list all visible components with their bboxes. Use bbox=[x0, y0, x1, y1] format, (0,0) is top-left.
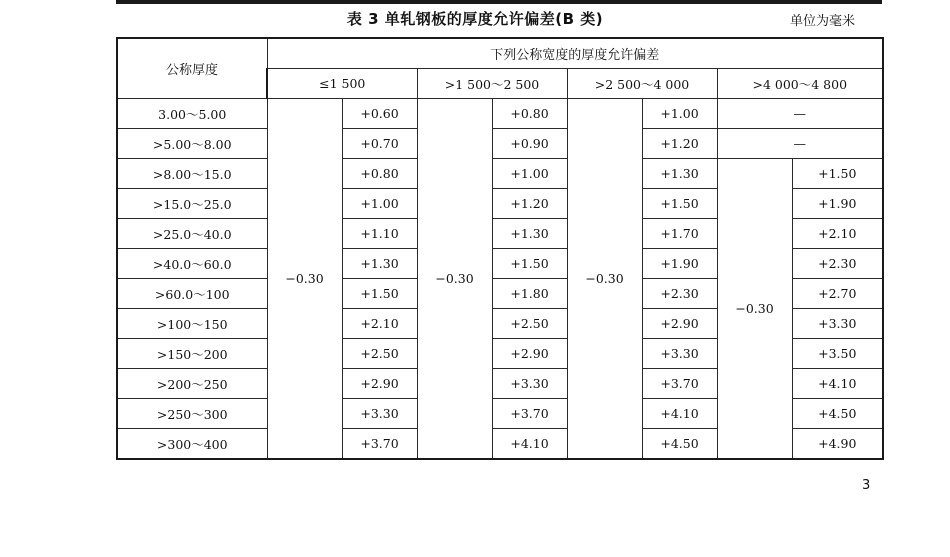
upper-deviation-cell: +4.50 bbox=[642, 429, 717, 460]
thickness-cell: >300～400 bbox=[117, 429, 267, 460]
upper-deviation-cell: +0.90 bbox=[492, 129, 567, 159]
thickness-cell: >15.0～25.0 bbox=[117, 189, 267, 219]
upper-deviation-cell: +1.50 bbox=[642, 189, 717, 219]
thickness-cell: >40.0～60.0 bbox=[117, 249, 267, 279]
upper-deviation-cell: +0.80 bbox=[342, 159, 417, 189]
upper-deviation-cell: +2.70 bbox=[792, 279, 883, 309]
upper-deviation-cell: +1.10 bbox=[342, 219, 417, 249]
thickness-cell: >25.0～40.0 bbox=[117, 219, 267, 249]
upper-deviation-cell: +1.30 bbox=[492, 219, 567, 249]
upper-deviation-cell: +1.50 bbox=[492, 249, 567, 279]
upper-deviation-cell: +2.50 bbox=[342, 339, 417, 369]
lower-deviation-cell: −0.30 bbox=[417, 99, 492, 460]
upper-deviation-cell: +1.50 bbox=[792, 159, 883, 189]
upper-deviation-cell: +4.50 bbox=[792, 399, 883, 429]
lower-deviation-cell: −0.30 bbox=[567, 99, 642, 460]
upper-deviation-cell: +2.90 bbox=[642, 309, 717, 339]
upper-deviation-cell: +1.20 bbox=[492, 189, 567, 219]
upper-deviation-cell: +3.50 bbox=[792, 339, 883, 369]
upper-deviation-cell: +3.70 bbox=[492, 399, 567, 429]
width-range-header: >4 000～4 800 bbox=[717, 69, 883, 99]
upper-deviation-cell: +0.70 bbox=[342, 129, 417, 159]
upper-deviation-cell: +0.60 bbox=[342, 99, 417, 129]
lower-deviation-cell: −0.30 bbox=[267, 99, 342, 460]
width-range-header: >2 500～4 000 bbox=[567, 69, 717, 99]
thickness-cell: >5.00～8.00 bbox=[117, 129, 267, 159]
upper-deviation-cell: +4.10 bbox=[492, 429, 567, 460]
upper-deviation-cell: +1.80 bbox=[492, 279, 567, 309]
thickness-tolerance-table bbox=[116, 37, 884, 460]
upper-deviation-cell: +2.10 bbox=[792, 219, 883, 249]
upper-deviation-cell: +1.90 bbox=[792, 189, 883, 219]
upper-deviation-cell: +4.10 bbox=[642, 399, 717, 429]
upper-deviation-cell: +1.50 bbox=[342, 279, 417, 309]
thickness-cell: >100～150 bbox=[117, 309, 267, 339]
upper-deviation-cell: +2.10 bbox=[342, 309, 417, 339]
upper-deviation-cell: +3.30 bbox=[642, 339, 717, 369]
upper-deviation-cell: +3.70 bbox=[642, 369, 717, 399]
upper-deviation-cell: +1.70 bbox=[642, 219, 717, 249]
lower-deviation-cell: −0.30 bbox=[717, 159, 792, 460]
table-row bbox=[117, 159, 883, 189]
nominal-thickness-header: 公称厚度 bbox=[117, 38, 267, 99]
upper-deviation-cell: +2.50 bbox=[492, 309, 567, 339]
width-range-header: ≤1 500 bbox=[267, 69, 417, 99]
unit-label: 单位为毫米 bbox=[790, 14, 856, 29]
width-tolerance-header: 下列公称宽度的厚度允许偏差 bbox=[267, 38, 883, 69]
table-title: 表 3 单轧钢板的厚度允许偏差(B 类) bbox=[346, 10, 604, 28]
upper-deviation-cell: +1.30 bbox=[642, 159, 717, 189]
upper-deviation-cell: +1.30 bbox=[342, 249, 417, 279]
thickness-cell: >200～250 bbox=[117, 369, 267, 399]
upper-deviation-cell: +1.90 bbox=[642, 249, 717, 279]
header-row-1 bbox=[117, 38, 883, 69]
upper-deviation-cell: +4.90 bbox=[792, 429, 883, 460]
upper-deviation-cell: +3.30 bbox=[492, 369, 567, 399]
top-rule bbox=[116, 0, 882, 4]
upper-deviation-cell: +2.30 bbox=[792, 249, 883, 279]
upper-deviation-cell: +1.00 bbox=[642, 99, 717, 129]
upper-deviation-cell: +2.90 bbox=[492, 339, 567, 369]
upper-deviation-cell: +1.00 bbox=[492, 159, 567, 189]
upper-deviation-cell: +3.30 bbox=[342, 399, 417, 429]
upper-deviation-cell: +4.10 bbox=[792, 369, 883, 399]
upper-deviation-cell: +1.00 bbox=[342, 189, 417, 219]
upper-deviation-cell: +0.80 bbox=[492, 99, 567, 129]
thickness-cell: >250～300 bbox=[117, 399, 267, 429]
table-row bbox=[117, 99, 883, 129]
upper-deviation-cell: +3.30 bbox=[792, 309, 883, 339]
upper-deviation-cell: +2.30 bbox=[642, 279, 717, 309]
thickness-cell: >60.0～100 bbox=[117, 279, 267, 309]
thickness-cell: >8.00～15.0 bbox=[117, 159, 267, 189]
dash-cell: — bbox=[717, 129, 883, 159]
thickness-cell: 3.00～5.00 bbox=[117, 99, 267, 129]
upper-deviation-cell: +1.20 bbox=[642, 129, 717, 159]
table-row bbox=[117, 129, 883, 159]
page-number: 3 bbox=[862, 478, 871, 493]
thickness-cell: >150～200 bbox=[117, 339, 267, 369]
width-range-header: >1 500～2 500 bbox=[417, 69, 567, 99]
dash-cell: — bbox=[717, 99, 883, 129]
upper-deviation-cell: +2.90 bbox=[342, 369, 417, 399]
upper-deviation-cell: +3.70 bbox=[342, 429, 417, 460]
